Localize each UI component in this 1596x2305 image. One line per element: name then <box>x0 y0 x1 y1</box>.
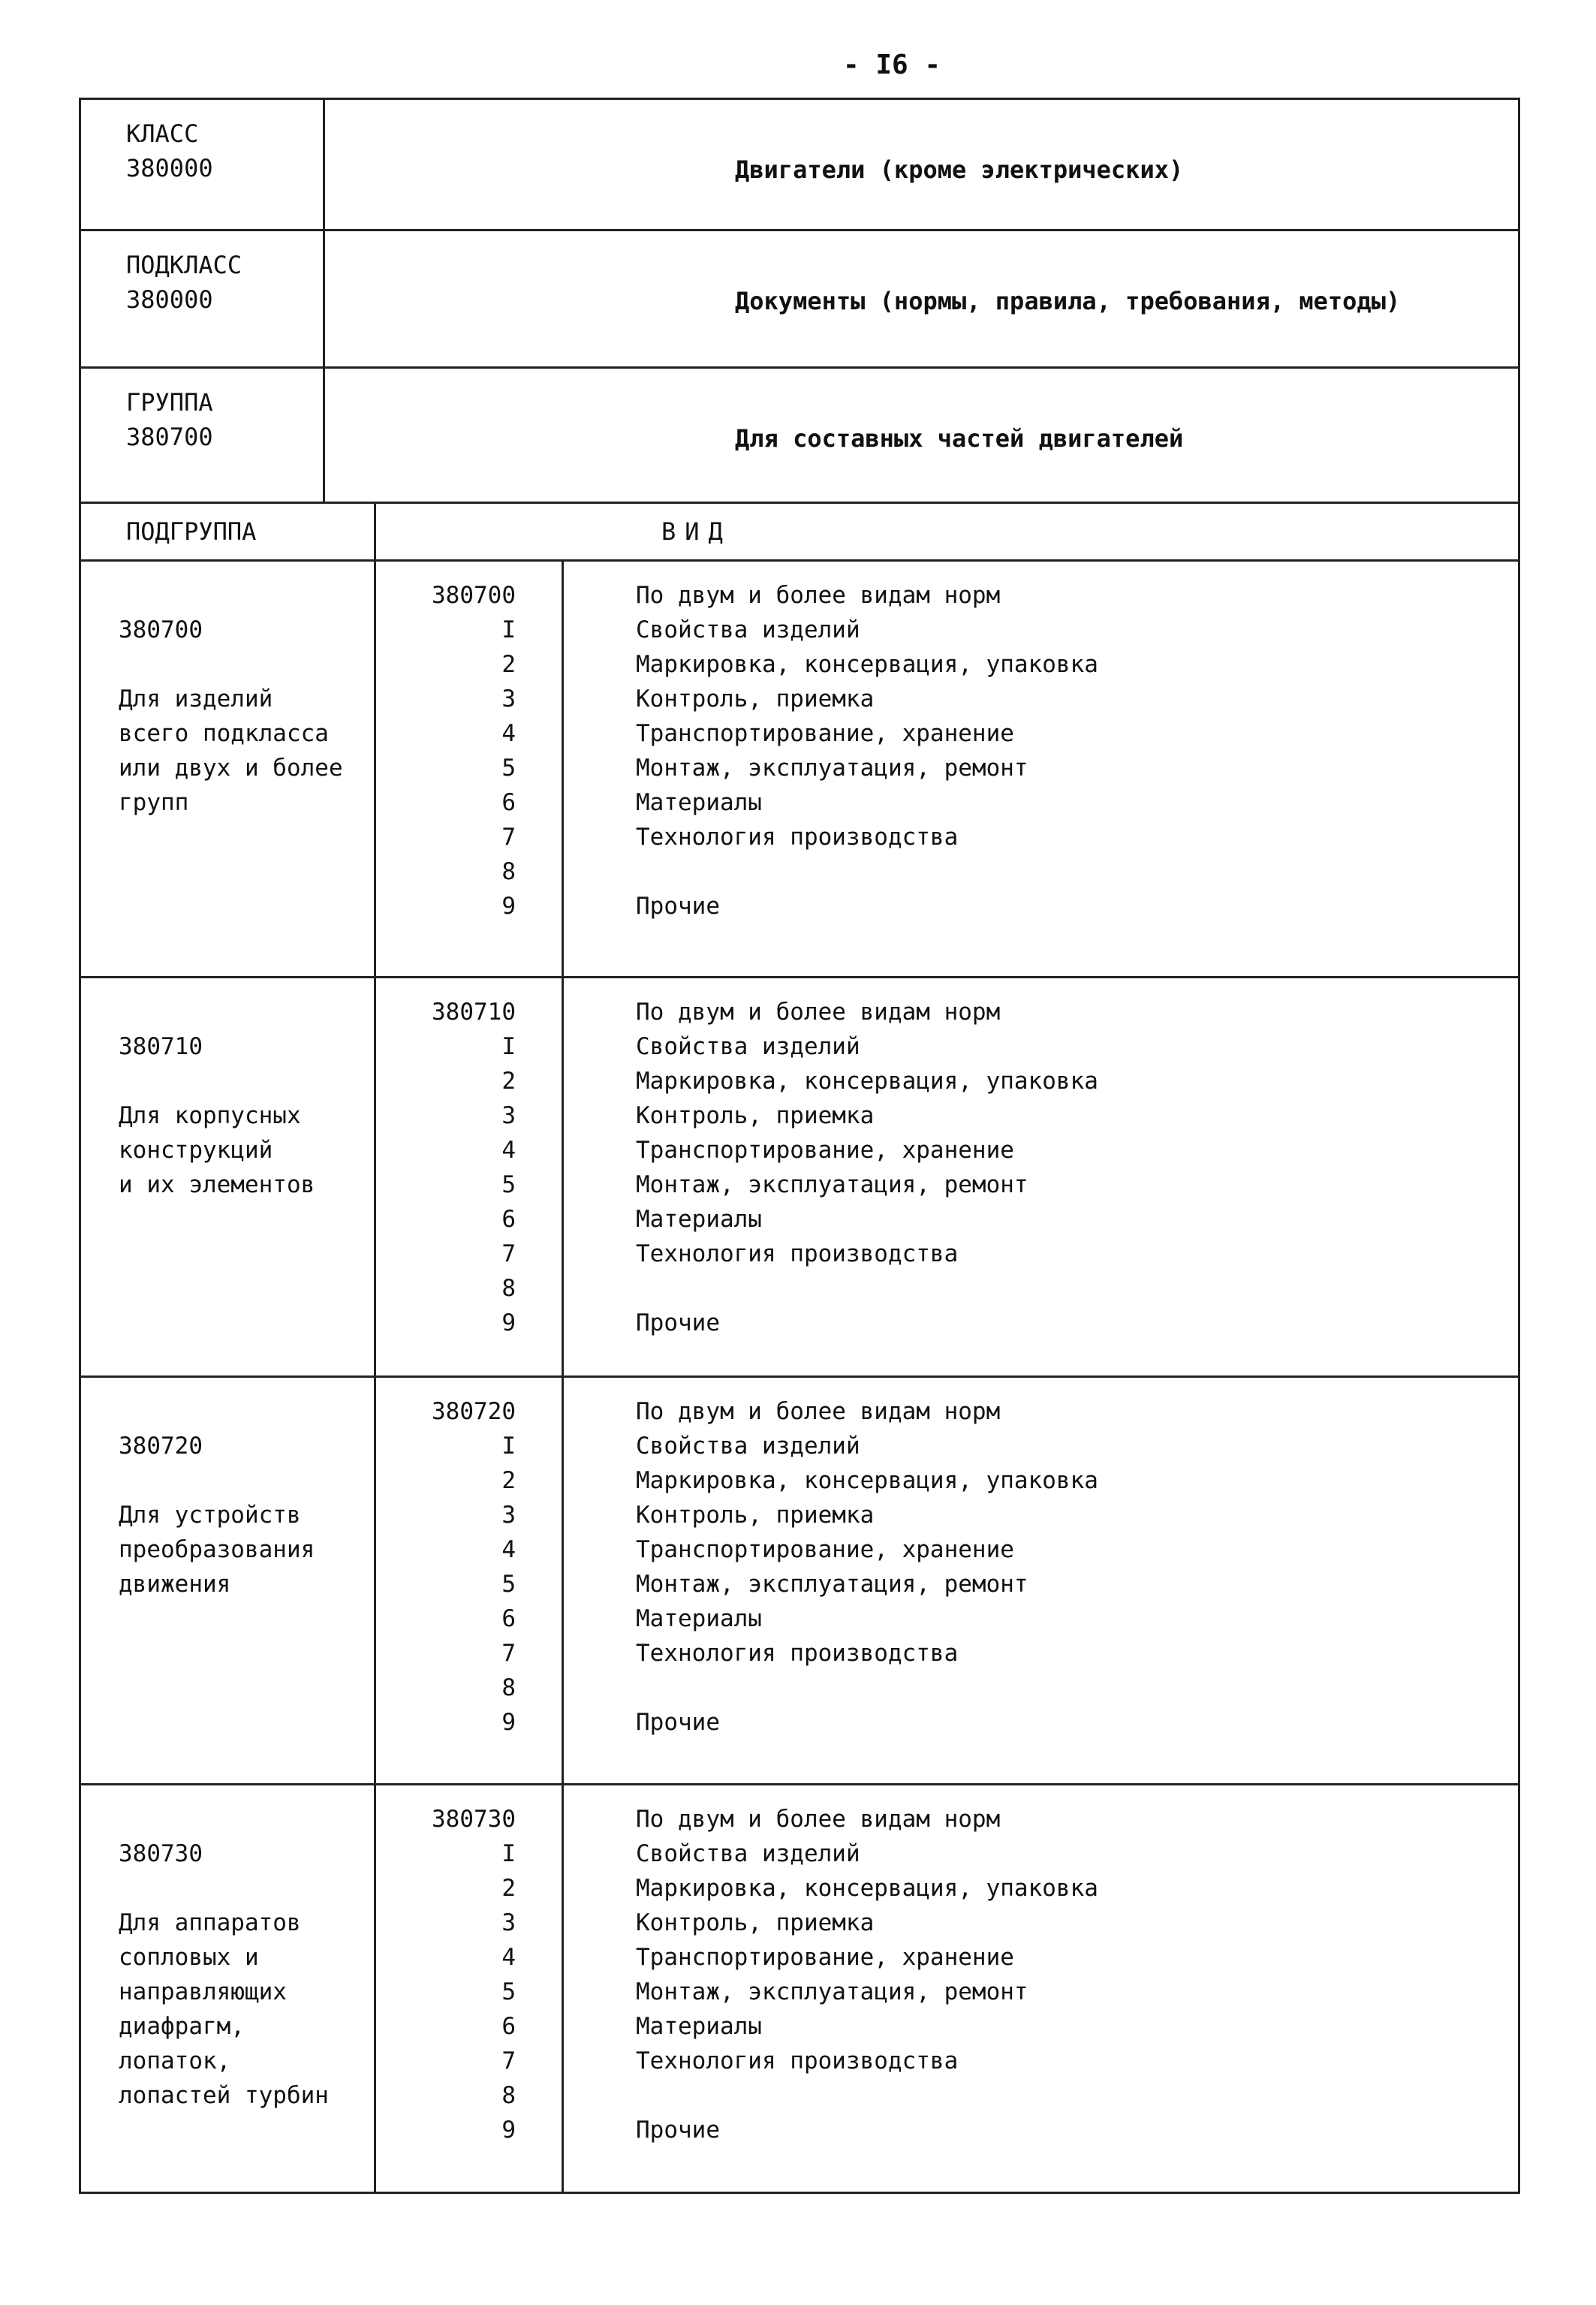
type-name: Контроль, приемка <box>636 1102 875 1129</box>
type-name: Свойства изделий <box>636 616 860 643</box>
class-title: Двигатели (кроме электрических) <box>735 155 1184 184</box>
type-name: Свойства изделий <box>636 1433 860 1460</box>
subgroup-column-header: ПОДГРУППА <box>126 517 257 546</box>
type-name: Материалы <box>636 1206 762 1233</box>
type-name: Материалы <box>636 1605 762 1632</box>
type-code: 8 <box>501 2082 516 2109</box>
subclass-code: 380000 <box>126 285 213 314</box>
type-code: I <box>501 1433 516 1460</box>
type-code: 9 <box>501 2117 516 2144</box>
class-title-cell <box>325 100 1518 229</box>
group-title: Для составных частей двигателей <box>735 424 1184 453</box>
type-name-column <box>562 1378 1098 1783</box>
type-code: 3 <box>501 1102 516 1129</box>
type-code: 9 <box>501 1709 516 1736</box>
type-code: 8 <box>501 858 516 885</box>
subgroup-code: 380730 <box>119 1840 203 1867</box>
type-code: 7 <box>501 1640 516 1667</box>
subclass-title: Документы (нормы, правила, требования, методы) <box>735 287 1401 315</box>
type-code-column <box>374 1785 564 2192</box>
type-name: Свойства изделий <box>636 1840 860 1867</box>
type-name: Прочие <box>636 1309 720 1336</box>
type-code: I <box>501 616 516 643</box>
type-code: 5 <box>501 1171 516 1198</box>
type-name-column <box>562 562 1098 976</box>
type-code: 4 <box>501 720 516 747</box>
type-code: 9 <box>501 1309 516 1336</box>
type-name: Материалы <box>636 789 762 816</box>
page-number: - I6 - <box>842 50 941 80</box>
type-name: По двум и более видам норм <box>636 582 1001 609</box>
subgroup-code: 380700 <box>119 616 203 643</box>
type-name: По двум и более видам норм <box>636 999 1001 1026</box>
type-name: Транспортирование, хранение <box>636 1536 1014 1563</box>
subgroup-name: Для изделий всего подкласса или двух и более групп <box>119 685 343 816</box>
type-code: 2 <box>501 1467 516 1494</box>
type-name: Технология производства <box>636 824 959 851</box>
column-header-row <box>81 504 1518 562</box>
subgroup-cell <box>119 1394 351 1636</box>
subclass-label: ПОДКЛАСС <box>126 251 242 279</box>
subgroup-section <box>81 562 1518 978</box>
type-code: 380700 <box>432 582 516 609</box>
type-name: Прочие <box>636 1709 720 1736</box>
type-name: Контроль, приемка <box>636 685 875 713</box>
type-name: Монтаж, эксплуатация, ремонт <box>636 1171 1028 1198</box>
type-code: 8 <box>501 1674 516 1701</box>
classification-table <box>79 98 1520 2194</box>
type-code: 3 <box>501 1909 516 1936</box>
type-name: Технология производства <box>636 2047 959 2074</box>
subgroup-section <box>81 1785 1518 2192</box>
type-code: 4 <box>501 1137 516 1164</box>
subgroup-name: Для корпусных конструкций и их элементов <box>119 1102 315 1198</box>
type-code: 4 <box>501 1536 516 1563</box>
type-code: 3 <box>501 685 516 713</box>
type-code: 7 <box>501 2047 516 2074</box>
subgroup-section <box>81 1378 1518 1785</box>
subclass-title-cell <box>325 231 1518 366</box>
type-name: Прочие <box>636 2117 720 2144</box>
type-name: Контроль, приемка <box>636 1909 875 1936</box>
type-code: 2 <box>501 1875 516 1902</box>
type-code: 6 <box>501 1206 516 1233</box>
type-name: Прочие <box>636 893 720 920</box>
type-code: 380710 <box>432 999 516 1026</box>
type-name: Маркировка, консервация, упаковка <box>636 1467 1098 1494</box>
type-code: 380730 <box>432 1806 516 1833</box>
type-name: Свойства изделий <box>636 1033 860 1060</box>
type-code: 380720 <box>432 1398 516 1425</box>
type-name: Монтаж, эксплуатация, ремонт <box>636 1978 1028 2005</box>
type-code: 5 <box>501 1571 516 1598</box>
type-code: 3 <box>501 1502 516 1529</box>
type-code: 8 <box>501 1275 516 1302</box>
group-title-cell <box>325 369 1518 502</box>
type-name <box>636 854 1098 889</box>
type-name: Маркировка, консервация, упаковка <box>636 1068 1098 1095</box>
type-name: Материалы <box>636 2013 762 2040</box>
group-label-cell <box>81 369 325 502</box>
type-code: 2 <box>501 651 516 678</box>
group-label: ГРУППА <box>126 388 213 417</box>
type-name: Технология производства <box>636 1240 959 1267</box>
type-name: Транспортирование, хранение <box>636 1137 1014 1164</box>
subclass-row <box>81 231 1518 369</box>
type-code: 9 <box>501 893 516 920</box>
type-name-column <box>562 1785 1098 2192</box>
group-row <box>81 369 1518 504</box>
type-name: По двум и более видам норм <box>636 1806 1001 1833</box>
subgroup-code: 380720 <box>119 1433 203 1460</box>
type-name: Монтаж, эксплуатация, ремонт <box>636 1571 1028 1598</box>
subclass-label-cell <box>81 231 325 366</box>
class-code: 380000 <box>126 154 213 182</box>
type-name: Маркировка, консервация, упаковка <box>636 1875 1098 1902</box>
type-name: Транспортирование, хранение <box>636 720 1014 747</box>
type-name: Контроль, приемка <box>636 1502 875 1529</box>
type-code: 7 <box>501 824 516 851</box>
type-name: Монтаж, эксплуатация, ремонт <box>636 755 1028 782</box>
type-code-column <box>374 1378 564 1783</box>
subgroup-section <box>81 978 1518 1378</box>
type-code: 4 <box>501 1944 516 1971</box>
type-code: 5 <box>501 755 516 782</box>
type-code-column <box>374 978 564 1375</box>
subgroup-cell <box>119 1802 351 2147</box>
subgroup-cell <box>119 995 351 1237</box>
type-name <box>636 1271 1098 1306</box>
type-name: Технология производства <box>636 1640 959 1667</box>
class-row <box>81 100 1518 231</box>
type-name: По двум и более видам норм <box>636 1398 1001 1425</box>
type-code-column <box>374 562 564 976</box>
type-code: 6 <box>501 789 516 816</box>
class-label-cell <box>81 100 325 229</box>
type-code: 5 <box>501 1978 516 2005</box>
group-code: 380700 <box>126 423 213 451</box>
type-column-header: ВИД <box>374 504 732 559</box>
subgroup-code: 380710 <box>119 1033 203 1060</box>
type-name <box>636 2078 1098 2113</box>
type-code: I <box>501 1033 516 1060</box>
type-code: 7 <box>501 1240 516 1267</box>
type-name-column <box>562 978 1098 1375</box>
subgroup-name: Для устройств преобразования движения <box>119 1502 315 1598</box>
type-name <box>636 1671 1098 1705</box>
type-code: 2 <box>501 1068 516 1095</box>
type-code: 6 <box>501 1605 516 1632</box>
subgroup-cell <box>119 578 351 854</box>
type-name: Маркировка, консервация, упаковка <box>636 651 1098 678</box>
type-name: Транспортирование, хранение <box>636 1944 1014 1971</box>
type-code: I <box>501 1840 516 1867</box>
class-label: КЛАСС <box>126 119 199 148</box>
subgroup-name: Для аппаратов сопловых и направляющих диафрагм, лопаток, лопастей турбин <box>119 1909 329 2109</box>
type-code: 6 <box>501 2013 516 2040</box>
